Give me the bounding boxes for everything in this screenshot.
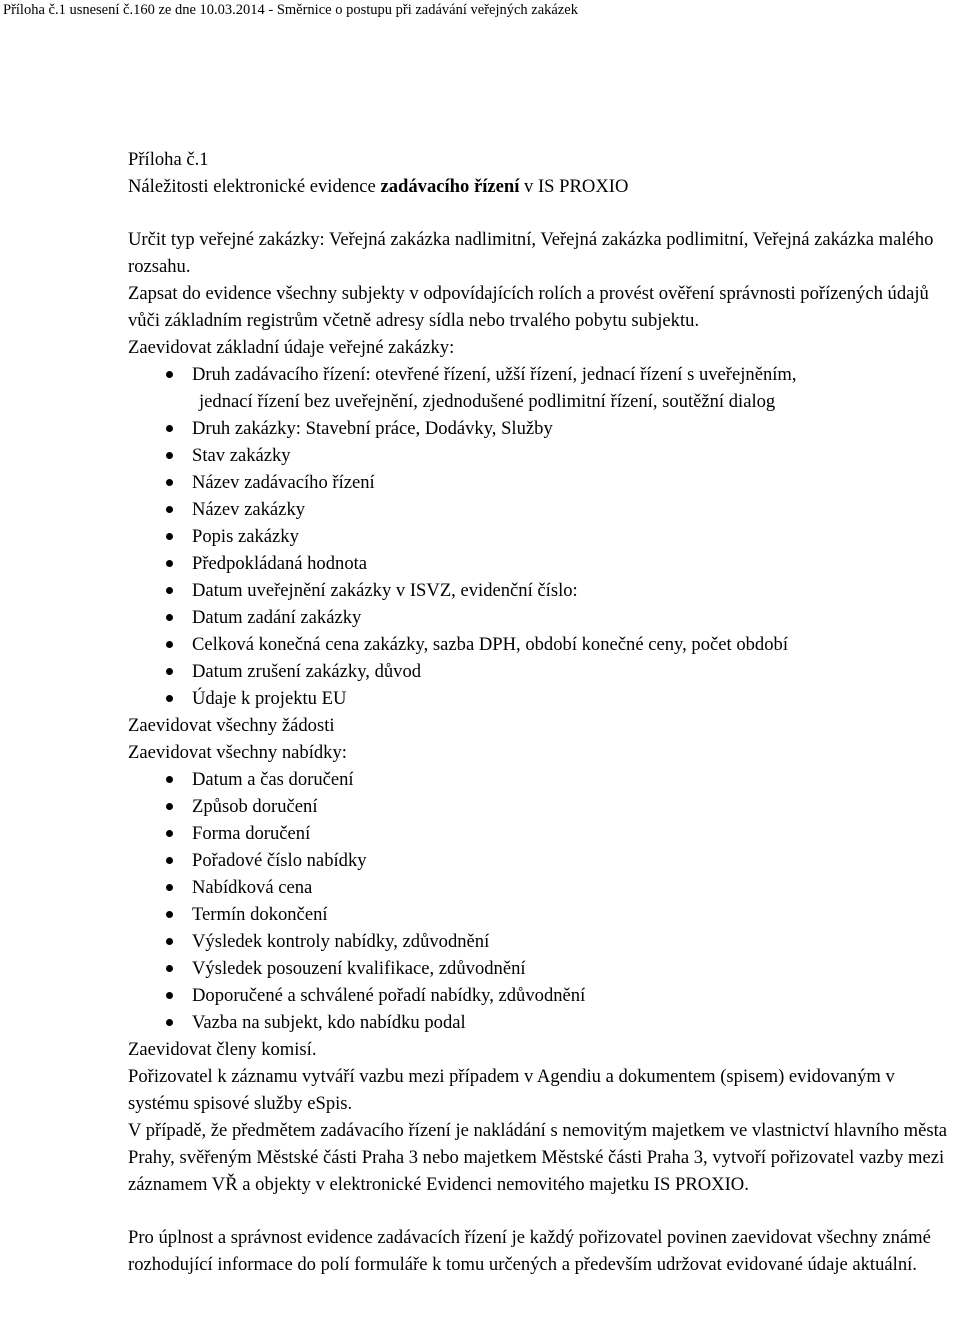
title-part-1: Náležitosti elektronické evidence [128,176,381,197]
list-item: Nabídková cena [128,874,958,901]
offers-list [128,766,958,1036]
list-item-line-1: Druh zadávacího řízení: otevřené řízení, užší řízení, jednací řízení s uveřejněním, [192,364,797,385]
list-item: Pořadové číslo nabídky [128,847,958,874]
committee-line: Zaevidovat členy komisí. [128,1039,317,1060]
list-item: Druh zakázky: Stavební práce, Dodávky, Služby [128,415,958,442]
list-item: Stav zakázky [128,442,958,469]
list-item: Způsob doručení [128,793,958,820]
list-item: Datum a čas doručení [128,766,958,793]
paragraph-completeness: Pro úplnost a správnost evidence zadávacích řízení je každý pořizovatel povinen zaevidovat všechny známé rozhodující informace do polí formuláře k tomu určených a především udržovat evidované údaje aktuální. [128,1227,931,1275]
paragraph-contract-type: Určit typ veřejné zakázky: Veřejná zakázka nadlimitní, Veřejná zakázka podlimitní, Veřejná zakázka malého rozsahu. [128,229,934,277]
list-item: Vazba na subjekt, kdo nabídku podal [128,1009,958,1036]
list-item: Název zakázky [128,496,958,523]
paragraph-subjects: Zapsat do evidence všechny subjekty v odpovídajících rolích a provést ověření správnosti pořízených údajů vůči základním registrům včetně adresy sídla nebo trvalého pobytu subjektu. [128,283,929,331]
paragraph-link: Pořizovatel k záznamu vytváří vazbu mezi případem v Agendiu a dokumentem (spisem) evidovaným v systému spisové služby eSpis. [128,1066,895,1114]
spacer [128,1198,958,1224]
title-bold: zadávacího řízení [380,176,520,197]
list-item: Údaje k projektu EU [128,685,958,712]
list-item: Doporučené a schválené pořadí nabídky, zdůvodnění [128,982,958,1009]
document-title [128,173,958,200]
list-item: Celková konečná cena zakázky, sazba DPH, období konečné ceny, počet období [128,631,958,658]
requests-line: Zaevidovat všechny žádosti [128,715,335,736]
basic-data-heading: Zaevidovat základní údaje veřejné zakázky: [128,337,455,358]
list-item: Popis zakázky [128,523,958,550]
list-item: Výsledek posouzení kvalifikace, zdůvodnění [128,955,958,982]
list-item: Výsledek kontroly nabídky, zdůvodnění [128,928,958,955]
page-header: Příloha č.1 usnesení č.160 ze dne 10.03.2014 - Směrnice o postupu při zadávání veřejných zakázek [3,2,578,18]
list-item: Datum uveřejnění zakázky v ISVZ, evidenční číslo: [128,577,958,604]
paragraph-property: V případě, že předmětem zadávacího řízení je nakládání s nemovitým majetkem ve vlastnictví hlavního města Prahy, svěřeným Městské části Praha 3 nebo majetkem Městské části Praha 3, vytvoří pořizovatel vazby mezi záznamem VŘ a objekty v elektronické Evidenci nemovitého majetku IS PROXIO. [128,1120,948,1195]
spacer [128,200,958,226]
annex-label: Příloha č.1 [128,149,209,170]
offers-heading: Zaevidovat všechny nabídky: [128,742,347,763]
title-part-2: v IS PROXIO [519,176,629,197]
list-item-line-2: jednací řízení bez uveřejnění, zjednodušené podlimitní řízení, soutěžní dialog [199,391,776,412]
list-item: Název zadávacího řízení [128,469,958,496]
list-item: Datum zrušení zakázky, důvod [128,658,958,685]
document-body [128,146,958,1278]
list-item: Termín dokončení [128,901,958,928]
list-item: Forma doručení [128,820,958,847]
list-item: Datum zadání zakázky [128,604,958,631]
list-item [128,361,958,415]
list-item: Předpokládaná hodnota [128,550,958,577]
basic-data-list [128,361,958,712]
